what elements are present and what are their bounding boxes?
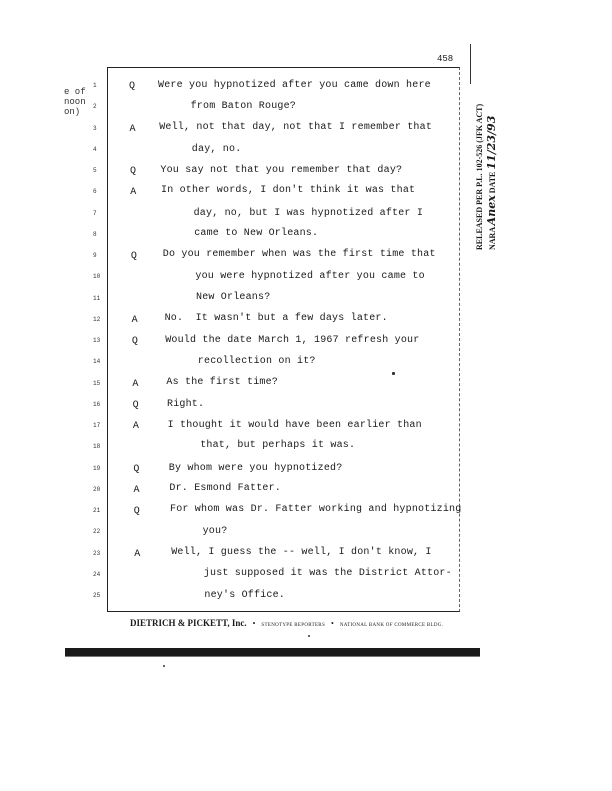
transcript-line: day, no. [191,143,242,155]
transcript-line: came to New Orleans. [194,228,319,240]
line-number: 12 [93,315,101,323]
transcript-line: that, but perhaps it was. [200,440,356,452]
transcript-line: For whom was Dr. Fatter working and hypnotizing [170,504,462,515]
fragment-line: on) [64,107,81,117]
transcript-line: Do you remember when was the first time that [162,249,436,260]
nara-label: NARA [488,227,497,250]
speaker-label: Q [130,251,137,262]
transcript-line: ney's Office. [204,590,286,601]
transcript-line: day, no, but I was hypnotized after I [193,207,424,219]
transcript-line: Well, not that day, not that I remember that [159,121,433,133]
scan-edge-bar [65,648,480,656]
transcript-line: you? [202,526,228,538]
transcript-line: Would the date March 1, 1967 refresh your [165,335,420,346]
transcript-line: Dr. Esmond Fatter. [169,483,282,495]
transcript-line: you were hypnotized after you came to [195,271,425,283]
line-number: 3 [93,124,97,132]
speaker-label: Q [133,463,140,475]
previous-page-fragment [64,87,86,117]
release-stamp [474,104,499,250]
release-stamp-line-2 [486,104,499,250]
transcript-line: Were you hypnotized after you came down here [158,80,431,91]
transcript-line: Well, I guess the -- well, I don't know, I [171,547,432,558]
line-number: 4 [93,145,97,153]
transcript-line: recollection on it? [197,355,316,367]
speaker-label: A [133,484,140,496]
scan-edge-line [65,656,480,657]
speaker-label: Q [131,336,138,347]
line-number: 18 [93,443,101,451]
line-number: 23 [93,549,101,557]
footer-bullet: • [331,619,334,628]
date-label: DATE [488,171,497,194]
line-number: 8 [93,230,97,238]
line-number: 24 [93,570,101,578]
speaker-label: A [131,314,138,326]
transcript-line: You say not that you remember that day? [160,164,403,176]
footer-bullet: • [252,619,256,628]
line-number: 17 [93,422,101,429]
transcript-line: By whom were you hypnotized? [168,462,343,474]
line-number: 1 [93,82,97,89]
speaker-label: A [134,548,141,560]
reporter-location: NATIONAL BANK OF COMMERCE BLDG. [339,623,444,628]
line-number: 11 [93,294,101,302]
speaker-label: Q [129,81,136,92]
line-number: 19 [93,464,101,472]
scan-speck [392,372,395,375]
line-number: 20 [93,485,101,493]
speaker-label: A [132,421,139,432]
page-number: 458 [437,54,454,64]
transcript-line: No. It wasn't but a few days later. [164,312,388,324]
transcript-line: from Baton Rouge? [190,100,297,112]
release-stamp-line: RELEASED PER P.L. 102-526 (JFK ACT) [475,103,484,250]
line-number: 10 [93,273,101,281]
nara-initials: Anex [485,195,498,226]
line-number: 21 [93,507,101,514]
line-number: 2 [93,103,97,111]
line-number: 16 [93,400,101,408]
edge-mark [470,44,471,84]
transcript-line: I thought it would have been earlier than [167,419,422,431]
transcript-line: just supposed it was the District Attor- [203,567,452,579]
transcript-line: In other words, I don't think it was that [161,185,416,197]
reporter-service: STENOTYPE REPORTERS [261,623,326,628]
fragment-line: noon [64,97,86,107]
reporter-footer [130,618,460,628]
line-number: 14 [93,358,101,366]
speaker-label: A [130,187,137,199]
transcript-line: As the first time? [166,376,279,388]
line-number: 7 [93,209,97,217]
line-number: 5 [93,167,97,174]
speaker-label: A [129,123,136,135]
speaker-label: Q [132,399,139,411]
line-number: 15 [93,379,101,387]
fragment-line: e of [64,87,86,97]
speaker-label: Q [133,506,140,517]
scan-speck [163,665,165,667]
line-number: 13 [93,337,101,344]
speaker-label: A [132,378,139,390]
transcript-line: Right. [167,398,205,410]
reporter-firm: DIETRICH & PICKETT, Inc. [130,618,247,628]
transcript-line: New Orleans? [196,292,271,303]
line-number: 25 [93,592,101,599]
speaker-label: Q [129,166,136,177]
scan-speck [308,635,310,637]
release-date: 11/23/93 [485,115,498,170]
line-number: 22 [93,528,101,536]
line-number: 6 [93,188,97,196]
line-number: 9 [93,252,97,259]
